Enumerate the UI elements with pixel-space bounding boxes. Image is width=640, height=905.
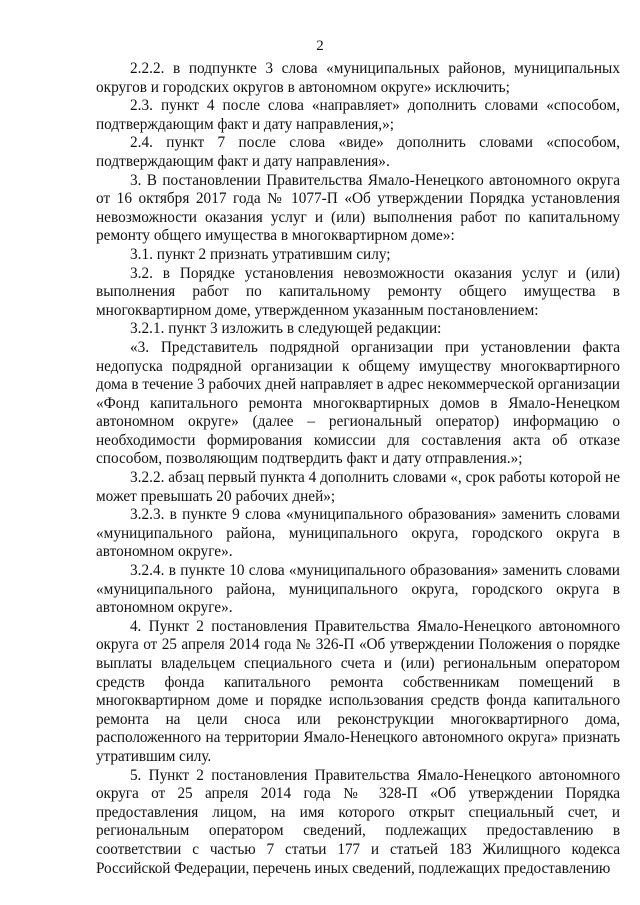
paragraph-2-2-2: 2.2.2. в подпункте 3 слова «муниципальных районов, муниципальных округов и городских округов в автономном округе» исключить; (96, 60, 620, 96)
paragraph-3-2-2: 3.2.2. абзац первый пункта 4 дополнить словами «, срок работы которой не может превышать 20 рабочих дней»; (96, 469, 620, 505)
paragraph-4: 4. Пункт 2 постановления Правительства Ямало-Ненецкого автономного округа от 25 апреля 2014 года № 326-П «Об утверждении Положения о порядке выплаты владельцем специального счета и (или) региональным оператором средств фонда капитального ремонта собственникам помещений в многоквартирном доме и порядке использования средств фонда капитального ремонта на цели сноса или реконструкции многоквартирного дома, расположенного на территории Ямало-Ненецкого автономного округа» признать утратившим силу. (96, 617, 620, 765)
paragraph-3: 3. В постановлении Правительства Ямало-Ненецкого автономного округа от 16 октября 2017 года № 1077-П «Об утверждении Порядка установления невозможности оказания услуг и (или) выполнения работ по капитальному ремонту общего имущества в многоквартирном доме»: (96, 171, 620, 245)
paragraph-3-2-3: 3.2.3. в пункте 9 слова «муниципального образования» заменить словами «муниципального района, муниципального округа, городского округа в автономном округе». (96, 506, 620, 561)
paragraph-5: 5. Пункт 2 постановления Правительства Ямало-Ненецкого автономного округа от 25 апреля 2014 года № 328-П «Об утверждении Порядка предоставления лицом, на имя которого открыт специальный счет, и региональным оператором сведений, подлежащих предоставлению в соответствии с частью 7 статьи 177 и статьей 183 Жилищного кодекса Российской Федерации, перечень иных сведений, подлежащих предоставлению (96, 766, 620, 877)
paragraph-new-point-3: «3. Представитель подрядной организации при установлении факта недопуска подрядной организации к общему имуществу многоквартирного дома в течение 3 рабочих дней направляет в адрес некоммерческой организации «Фонд капитального ремонта многоквартирных домов в Ямало-Ненецком автономном округе» (далее – региональный оператор) информацию о необходимости формирования комиссии для составления акта об отказе способом, позволяющим подтвердить факт и дату отправления.»; (96, 338, 620, 468)
page-number: 2 (316, 38, 324, 54)
paragraph-3-2: 3.2. в Порядке установления невозможности оказания услуг и (или) выполнения работ по капитальному ремонту общего имущества в многоквартирном доме, утвержденном указанным постановлением: (96, 264, 620, 319)
paragraph-3-1: 3.1. пункт 2 признать утратившим силу; (130, 245, 391, 263)
paragraph-3-2-1: 3.2.1. пункт 3 изложить в следующей редакции: (130, 320, 442, 338)
paragraph-2-3: 2.3. пункт 4 после слова «направляет» дополнить словами «способом, подтверждающим факт и дату направления,»; (96, 97, 620, 133)
paragraph-3-2-4: 3.2.4. в пункте 10 слова «муниципального образования» заменить словами «муниципального района, муниципального округа, городского округа в автономном округе». (96, 562, 620, 617)
paragraph-2-4: 2.4. пункт 7 после слова «виде» дополнить словами «способом, подтверждающим факт и дату направления». (96, 134, 620, 170)
document-body (96, 60, 620, 878)
